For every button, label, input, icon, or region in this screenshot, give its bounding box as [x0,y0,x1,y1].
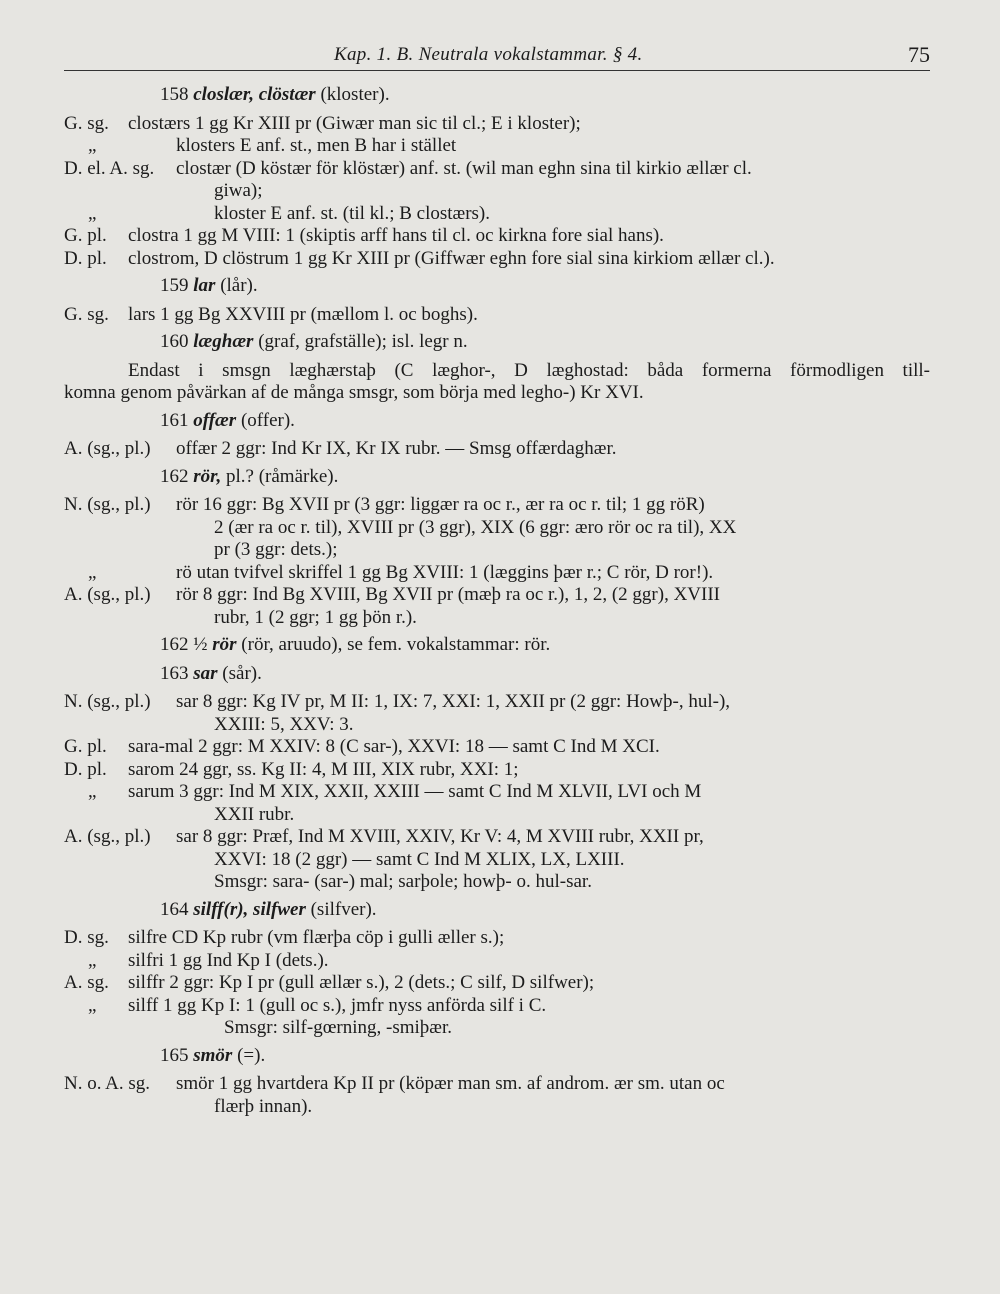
entry-heading [64,331,930,354]
entry-line [64,714,930,737]
entry-number: 163 [160,662,189,684]
entry-line [64,135,930,158]
line-text: flærþ innan). [214,1095,313,1117]
case-label: A. (sg., pl.) [64,438,151,459]
entry-line [64,517,930,540]
entry-line [64,158,930,181]
dictionary-body [64,84,930,1123]
case-label: D. pl. [64,758,107,780]
case-label: G. pl. [64,736,107,757]
case-label: „ [88,781,97,802]
entry-line [64,248,930,271]
entry-line [64,562,930,585]
dictionary-entry [64,331,930,405]
entry-line [64,972,930,995]
case-label: G. sg. [64,303,109,325]
line-text: Smsgr: silf-gœrning, -smiþær. [224,1017,453,1038]
headword: læghær [193,331,254,352]
headword: sar [193,662,218,684]
entry-line [64,180,930,203]
line-text: XXVI: 18 (2 ggr) — samt C Ind M XLIX, LX, LXIII. [214,848,625,870]
case-label: N. (sg., pl.) [64,494,151,515]
line-text: rö utan tvifvel skriffel 1 gg Bg XVIII: 1 (læggins þær r.; C rör, D ror!). [176,561,714,583]
case-label: „ [88,994,97,1016]
entry-number: 161 [160,409,189,431]
line-text: pr (3 ggr: dets.); [214,539,338,560]
dictionary-entry [64,84,930,270]
entry-line [64,781,930,804]
case-label: D. sg. [64,927,109,948]
case-label: A. (sg., pl.) [64,584,151,605]
entry-number: 164 [160,898,189,920]
entry-number: 165 [160,1044,189,1066]
entry-line [64,995,930,1018]
headword: offær [193,409,237,431]
entry-heading [64,410,930,433]
entry-heading [64,84,930,107]
entry-line [64,950,930,973]
line-text: 2 (ær ra oc r. til), XVIII pr (3 ggr), XIX (6 ggr: æro rör oc ra til), XX [214,516,737,538]
line-text: sarom 24 ggr, ss. Kg II: 4, M III, XIX rubr, XXI: 1; [128,758,519,780]
paragraph-line: komna genom påvärkan af de många smsgr, som börja med legho-) Kr XVI. [64,382,644,403]
entry-gloss: pl.? (råmärke). [226,465,339,487]
entry-line [64,225,930,248]
dictionary-entry [64,663,930,894]
case-label: N. (sg., pl.) [64,691,151,712]
entry-heading [64,1045,930,1068]
line-text: clostær (D köstær för klöstær) anf. st. (wil man eghn sina til kirkio ællær cl. [176,157,752,179]
line-text: sara-mal 2 ggr: M XXIV: 8 (C sar-), XXVI: 18 — samt C Ind M XCI. [128,736,660,757]
page-header [64,42,930,71]
entry-gloss: (sår). [222,662,262,684]
headword: rör [212,634,237,655]
case-label: N. o. A. sg. [64,1073,151,1094]
headword: lar [193,275,216,296]
entry-line [64,1017,930,1040]
entry-line [64,438,930,461]
entry-line [64,203,930,226]
entry-gloss: (offer). [240,409,295,431]
line-text: klosters E anf. st., men B har i stället [176,135,457,156]
entry-line [64,1096,930,1119]
line-text: clostrom, D clöstrum 1 gg Kr XIII pr (Giffwær eghn fore sial sina kirkiom ællær cl.). [128,247,775,269]
entry-line [64,804,930,827]
entry-number: 160 [160,331,189,352]
entry-line [64,826,930,849]
entry-number: 162 ½ [160,634,208,655]
entry-line [64,584,930,607]
entry-number: 159 [160,275,189,296]
entry-gloss: (kloster). [320,84,390,105]
entry-gloss: (=). [237,1044,266,1066]
headword: rör, [193,465,222,487]
case-label: A. (sg., pl.) [64,826,151,847]
dictionary-entry [64,466,930,630]
entry-line [64,927,930,950]
line-text: sar 8 ggr: Præf, Ind M XVIII, XXIV, Kr V: 4, M XVIII rubr, XXII pr, [176,826,704,847]
dictionary-entry [64,634,930,657]
line-text: sarum 3 ggr: Ind M XIX, XXII, XXIII — samt C Ind M XLVII, LVI och M [128,781,702,802]
entry-heading [64,466,930,489]
line-text: clostra 1 gg M VIII: 1 (skiptis arff hans til cl. oc kirkna fore sial hans). [128,225,664,246]
dictionary-entry [64,410,930,461]
headword: silff(r), silfwer [193,898,306,920]
case-label: D. el. A. sg. [64,157,155,179]
case-label: „ [88,949,97,971]
entry-line [64,539,930,562]
dictionary-entry [64,275,930,326]
line-text: rubr, 1 (2 ggr; 1 gg þön r.). [214,606,417,628]
entry-number: 158 [160,84,189,105]
dictionary-entry [64,1045,930,1119]
running-title: Kap. 1. B. Neutrala vokalstammar. § 4. [334,44,643,65]
line-text: kloster E anf. st. (til kl.; B clostærs). [214,202,491,224]
entry-heading [64,663,930,686]
entry-line [64,113,930,136]
case-label: G. pl. [64,225,107,246]
line-text: silfri 1 gg Ind Kp I (dets.). [128,949,329,971]
line-text: XXII rubr. [214,803,295,825]
entry-line [64,494,930,517]
line-text: silff 1 gg Kp I: 1 (gull oc s.), jmfr nyss anförda silf i C. [128,994,547,1016]
line-text: clostærs 1 gg Kr XIII pr (Giwær man sic til cl.; E i kloster); [128,112,581,134]
line-text: lars 1 gg Bg XXVIII pr (mællom l. oc boghs). [128,303,478,325]
entry-line [64,849,930,872]
line-text: sar 8 ggr: Kg IV pr, M II: 1, IX: 7, XXI: 1, XXII pr (2 ggr: Howþ-, hul-), [176,691,731,712]
line-text: rör 16 ggr: Bg XVII pr (3 ggr: liggær ra oc r., ær ra oc r. til; 1 gg röR) [176,494,705,515]
entry-line [64,736,930,759]
case-label: „ [88,135,97,156]
entry-heading [64,275,930,298]
entry-line [64,1073,930,1096]
case-label: A. sg. [64,972,109,993]
entry-line [64,607,930,630]
case-label: D. pl. [64,247,107,269]
entry-number: 162 [160,465,189,487]
headword: smör [193,1044,233,1066]
line-text: silffr 2 ggr: Kp I pr (gull ællær s.), 2 (dets.; C silf, D silfwer); [128,972,595,993]
entry-gloss: (rör, aruudo), se fem. vokalstammar: rör. [241,634,551,655]
headword: closlær, clöstær [193,84,316,105]
case-label: „ [88,202,97,224]
paragraph-line: Endast i smsgn læghærstaþ (C læghor-, D læghostad: båda formerna förmodligen till- [128,359,930,381]
line-text: silfre CD Kp rubr (vm flærþa cöp i gulli æller s.); [128,927,505,948]
entry-heading [64,634,930,657]
entry-line [64,759,930,782]
entry-gloss: (graf, grafställe); isl. legr n. [258,331,468,352]
entry-line [64,304,930,327]
line-text: Smsgr: sara- (sar-) mal; sarþole; howþ- o. hul-sar. [214,871,592,892]
entry-gloss: (silfver). [310,898,377,920]
line-text: offær 2 ggr: Ind Kr IX, Kr IX rubr. — Smsg offærdaghær. [176,438,617,459]
line-text: XXIII: 5, XXV: 3. [214,713,354,735]
case-label: „ [88,561,97,583]
dictionary-entry [64,899,930,1040]
line-text: rör 8 ggr: Ind Bg XVIII, Bg XVII pr (mæþ ra oc r.), 1, 2, (2 ggr), XVIII [176,584,721,605]
line-text: giwa); [214,180,263,201]
case-label: G. sg. [64,112,109,134]
entry-gloss: (lår). [220,275,258,296]
page-number: 75 [908,42,930,67]
entry-line [64,691,930,714]
entry-heading [64,899,930,922]
line-text: smör 1 gg hvartdera Kp II pr (köpær man sm. af androm. ær sm. utan oc [176,1073,725,1094]
entry-line [64,871,930,894]
